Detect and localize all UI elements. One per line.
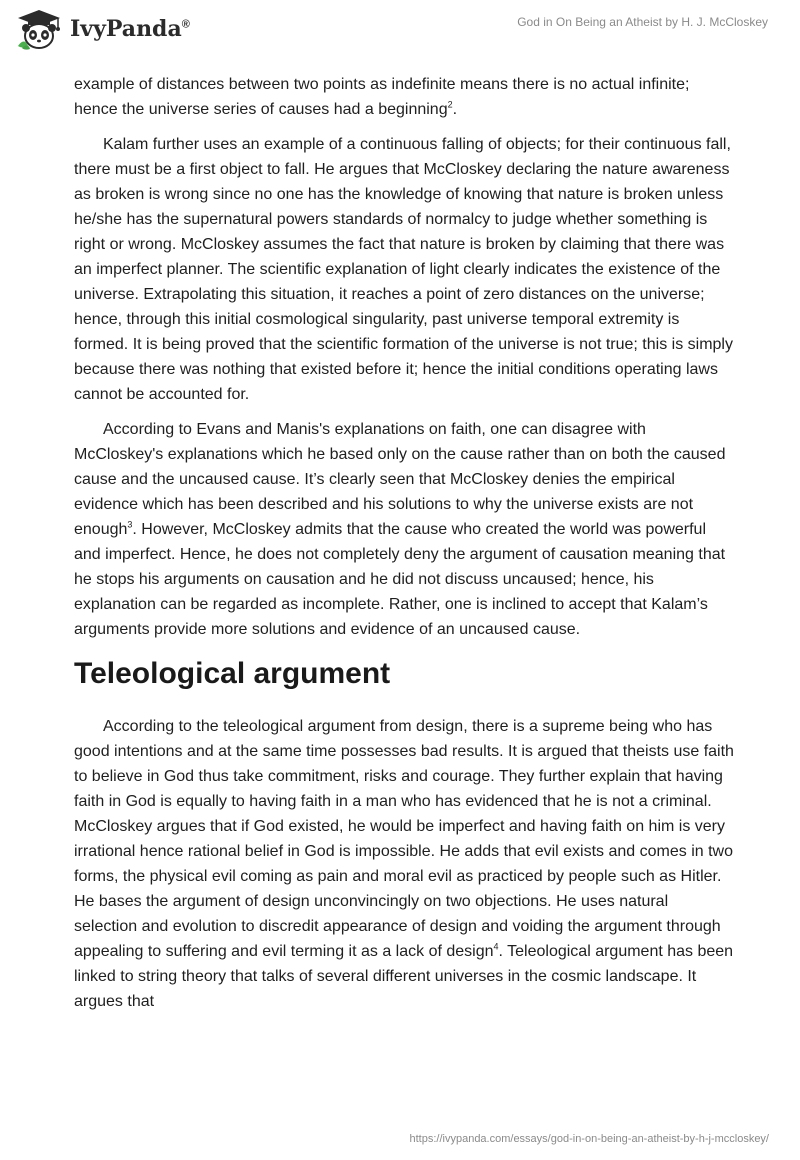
essay-body xyxy=(74,72,734,1024)
section-heading-teleological: Teleological argument xyxy=(74,657,391,690)
panda-icon xyxy=(14,8,64,50)
registered-mark: ® xyxy=(181,18,190,31)
page-header xyxy=(0,0,800,64)
paragraph-3 xyxy=(74,417,734,642)
ivypanda-logo[interactable] xyxy=(14,8,190,50)
document-title: God in On Being an Atheist by H. J. McCloskey xyxy=(517,15,768,29)
paragraph-3-text-a: According to Evans and Manis's explanations on faith, one can disagree with McCloskey's explanations which he based only on the cause rather than on both the caused cause and the uncaused cause. It’s clearly seen that McCloskey denies the empirical evidence which has been described and his solutions to why the universe exists are not enough xyxy=(74,421,726,538)
paragraph-4-text-b: . Teleological argument has been linked to string theory that talks of several different universes in the cosmic landscape. It argues that xyxy=(74,943,734,1010)
footnote-ref-4[interactable]: 4 xyxy=(493,941,499,952)
paragraph-2: Kalam further uses an example of a continuous falling of objects; for their continuous fall, there must be a first object to fall. He argues that McCloskey declaring the nature awareness as broken is wrong since no one has the knowledge of knowing that nature is broken unless he/she has the supernatural powers standards of normalcy to judge whether something is right or wrong. McCloskey assumes the fact that nature is broken by claiming that there was an imperfect planner. The scientific explanation of light clearly indicates the existence of the universe. Extrapolating this situation, it reaches a point of zero distances on the universe; hence, through this initial cosmological singularity, past universe temporal extremity is formed. It is being proved that the scientific formation of the universe is not true; this is simply because there was nothing that existed before it; hence the initial conditions operating laws cannot be accounted for. xyxy=(74,136,733,403)
footnote-ref-3[interactable]: 3 xyxy=(127,519,133,530)
paragraph-1 xyxy=(74,72,734,122)
paragraph-3-text-b: . However, McCloskey admits that the cause who created the world was powerful and imperfect. Hence, he does not completely deny the argument of causation meaning that he stops his arguments on causation and he did not discuss uncaused; hence, his explanation can be regarded as incomplete. Rather, one is inclined to accept that Kalam’s arguments provide more solutions and evidence of an uncaused cause. xyxy=(74,521,726,638)
logo-name: IvyPanda xyxy=(70,16,182,42)
paragraph-4-text-a: According to the teleological argument from design, there is a supreme being who has good intentions and at the same time possesses bad results. It is argued that theists use faith to believe in God thus take commitment, risks and courage. They further explain that having faith in God is equally to having faith in a man who has evidenced that he is not a criminal. McCloskey argues that if God existed, he would be imperfect and having faith on him is very irrational hence rational belief in God is impossible. He adds that evil exists and comes in two forms, the physical evil coming as pain and moral evil as practiced by people such as Hitler. He bases the argument of design unconvincingly on two objections. He uses natural selection and evolution to discredit appearance of design and voiding the argument through appealing to suffering and evil terming it as a lack of design xyxy=(74,718,734,960)
source-url[interactable]: https://ivypanda.com/essays/god-in-on-being-an-atheist-by-h-j-mccloskey/ xyxy=(409,1133,769,1145)
paragraph-4 xyxy=(74,714,734,1014)
paragraph-1-text: example of distances between two points as indefinite means there is no actual infinite; hence the universe series of causes had a beginning xyxy=(74,76,690,118)
logo-text xyxy=(70,16,190,42)
paragraph-1-end: . xyxy=(452,101,458,118)
footnote-ref-2[interactable]: 2 xyxy=(447,99,453,110)
